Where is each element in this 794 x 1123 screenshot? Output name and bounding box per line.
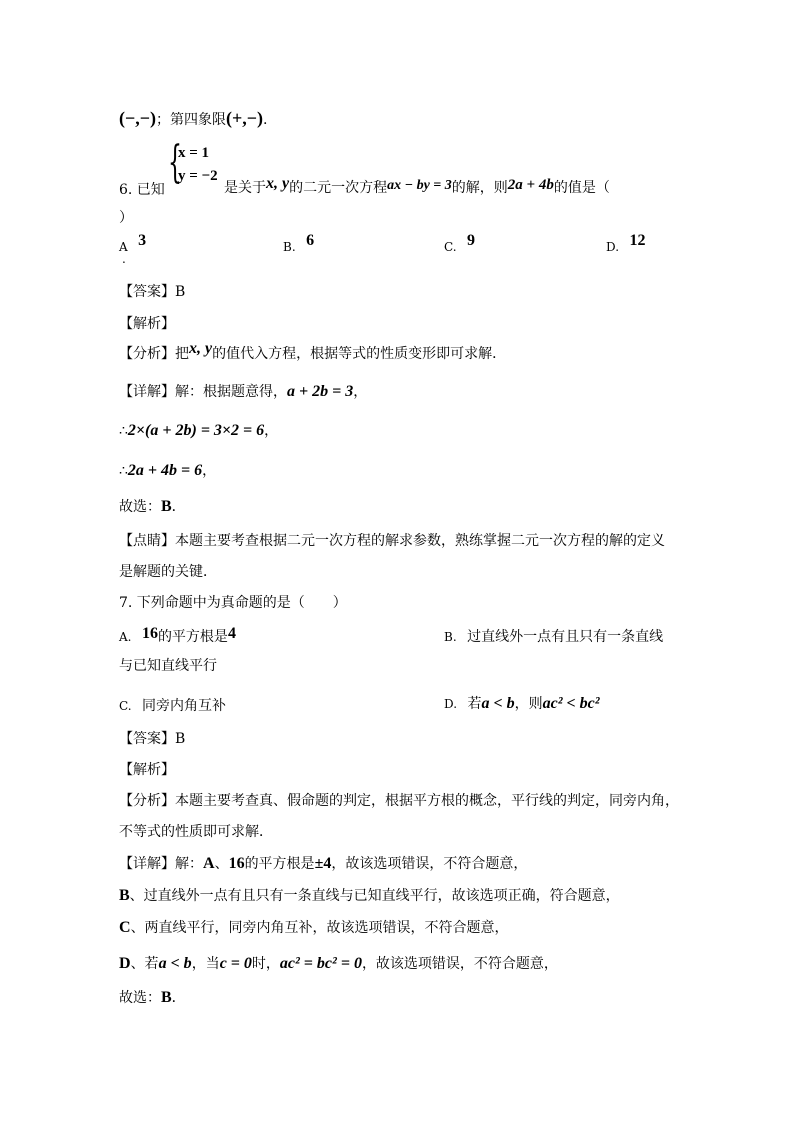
choose-dot: ． (171, 499, 186, 515)
a-val: 4 (227, 625, 236, 642)
q7-option-a (119, 626, 236, 646)
q6-equation: ax − by = 3 (387, 178, 452, 193)
q6-vars: x, y (266, 175, 290, 192)
detail-d-c: c = 0 (219, 955, 252, 972)
option-letter: B. (283, 240, 296, 254)
detail-d-eq: ac² = bc² = 0 (279, 955, 362, 972)
option-value: 9 (467, 232, 476, 249)
step2-comma: ， (202, 463, 217, 479)
c-text: 同旁内角互补 (142, 698, 227, 714)
q6-step2 (119, 460, 216, 480)
fenxi-vars: x, y (189, 340, 213, 357)
q7-analysis-label: 【解析】 (119, 762, 175, 778)
q6-analysis-label: 【解析】 (119, 316, 175, 332)
q6-close: ） (119, 210, 133, 226)
detail-a-num: 16 (228, 855, 245, 872)
detail-a-sep: 、 (214, 856, 229, 872)
option-letter: A. (119, 630, 132, 644)
a-text: 的平方根是 (157, 629, 228, 645)
q7-fenxi-2: 不等式的性质即可求解． (119, 824, 273, 840)
q6-mid1: 是关于 (224, 180, 266, 196)
b-text: 过直线外一点有且只有一条直线 (467, 629, 664, 645)
q6-eq2: y = −2 (178, 168, 218, 184)
q6-option-a-dot: . (122, 252, 126, 266)
detail-a-text: 的平方根是 (244, 856, 315, 872)
option-letter: B. (444, 630, 457, 644)
fenxi-rest: 的值代入方程，根据等式的性质变形即可求解． (212, 346, 507, 362)
q7-fenxi-1: 【分析】本题主要考查真、假命题的判定，根据平方根的概念，平行线的判定，同旁内角， (119, 793, 679, 809)
detail-b-letter: B (119, 887, 130, 904)
choose-dot: ． (171, 990, 186, 1006)
q7-stem: 7. 下列命题中为真命题的是（ ） (119, 595, 347, 611)
fenxi-prefix: 【分析】把 (119, 346, 189, 362)
q7-option-b (444, 626, 663, 646)
q6-fenxi (119, 340, 507, 363)
q6-choose (119, 496, 186, 516)
q6-dianjing-1: 【点睛】本题主要考查根据二元一次方程的解求参数，熟练掌握二元一次方程的解的定义 (119, 533, 665, 549)
quadrant-line (119, 108, 267, 129)
q6-option-d (606, 232, 646, 256)
q6-equation-system (168, 137, 228, 191)
d-text2: ，则 (514, 696, 543, 712)
q6-option-b (283, 232, 315, 256)
quadrant4-sign: (+,−) (226, 108, 264, 128)
d-text1: 若 (467, 696, 482, 712)
step1-expr: 2×(a + 2b) = 3×2 = 6 (127, 422, 265, 439)
detail-d-t1: 、若 (130, 956, 159, 972)
detail-prefix: 【详解】解： (119, 856, 203, 872)
q7-option-b-cont: 与已知直线平行 (119, 658, 217, 674)
option-value: 6 (306, 232, 315, 249)
q7-choose (119, 987, 186, 1007)
option-value: 3 (138, 232, 147, 249)
detail-a-val: ±4 (314, 855, 332, 872)
choose-value: B (161, 989, 172, 1006)
q7-detail-a (119, 853, 527, 873)
q7-answer: 【答案】B (119, 731, 186, 747)
q7-detail-d (119, 953, 558, 973)
quadrant-end: . (263, 112, 268, 128)
detail-a-rest: ，故该选项错误，不符合题意， (331, 856, 528, 872)
q6-answer: 【答案】B (119, 284, 186, 300)
left-brace: { (168, 137, 182, 188)
q6-dianjing-2: 是解题的关键． (119, 564, 217, 580)
detail-a-letter: A (203, 855, 215, 872)
quadrant3-sign: (−,−) (119, 108, 157, 128)
q7-detail-c (119, 917, 509, 937)
detail-d-cond: a < b (158, 955, 192, 972)
q6-expr: 2a + 4b (507, 177, 554, 193)
detail-prefix: 【详解】解：根据题意得， (119, 384, 287, 400)
q6-number: 6. 已知 (119, 182, 165, 198)
d-result: ac² < bc² (542, 695, 600, 712)
q6-mid3: 的解，则 (451, 180, 508, 196)
a-num: 16 (141, 625, 158, 642)
detail-c-rest: 、两直线平行，同旁内角互补，故该选项错误，不符合题意， (130, 920, 509, 936)
option-letter: A (119, 240, 128, 254)
quadrant-sep: ；第四象限 (156, 112, 227, 128)
q7-option-c (119, 695, 226, 715)
option-value: 12 (629, 232, 646, 249)
option-letter: D. (444, 697, 458, 711)
q6-tail: 的值是（ (553, 180, 610, 196)
detail-comma: ， (353, 384, 368, 400)
step1-comma: ， (264, 423, 279, 439)
q6-detail (119, 381, 367, 401)
detail-eq: a + 2b = 3 (287, 383, 354, 400)
option-letter: C. (119, 699, 132, 713)
therefore-symbol: ∴ (119, 423, 128, 439)
choose-prefix: 故选： (119, 499, 161, 515)
q6-eq1: x = 1 (178, 145, 210, 161)
q6-option-c (444, 232, 476, 256)
detail-d-letter: D (119, 955, 131, 972)
choose-prefix: 故选： (119, 990, 161, 1006)
detail-d-t2: ，当 (191, 956, 220, 972)
option-letter: D. (606, 240, 620, 254)
q6-stem (224, 177, 610, 197)
step2-expr: 2a + 4b = 6 (127, 462, 203, 479)
q7-option-d (444, 693, 600, 713)
detail-d-t3: 时， (251, 956, 280, 972)
q6-mid2: 的二元一次方程 (289, 180, 388, 196)
option-letter: C. (444, 240, 457, 254)
choose-value: B (161, 498, 172, 515)
detail-b-rest: 、过直线外一点有且只有一条直线与已知直线平行，故该选项正确，符合题意， (129, 888, 620, 904)
q7-detail-b (119, 885, 620, 905)
d-cond: a < b (481, 695, 515, 712)
q6-step1 (119, 420, 278, 440)
detail-d-rest: ，故该选项错误，不符合题意， (361, 956, 558, 972)
therefore-symbol: ∴ (119, 463, 128, 479)
detail-c-letter: C (119, 919, 131, 936)
